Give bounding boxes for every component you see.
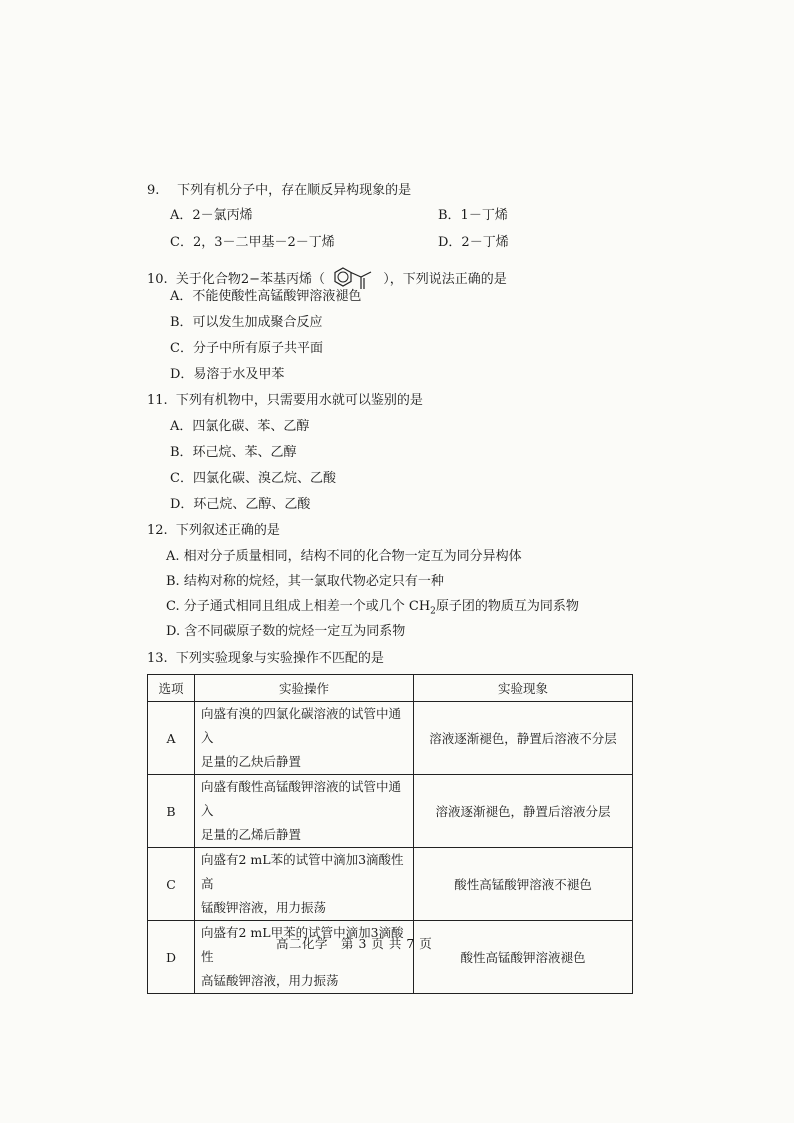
q10-option-b: B．可以发生加成聚合反应	[170, 315, 323, 330]
q12-option-a: A. 相对分子质量相同，结构不同的化合物一定互为同分异构体	[166, 549, 522, 564]
row-label: A	[148, 702, 195, 775]
row-phenomenon: 溶液逐渐褪色，静置后溶液分层	[414, 775, 633, 848]
operation-line-2: 足量的乙烯后静置	[201, 827, 302, 842]
header-option: 选项	[148, 675, 195, 702]
row-label: B	[148, 775, 195, 848]
row-operation	[195, 848, 414, 921]
q12-option-c	[166, 599, 579, 615]
question-text-after: ），下列说法正确的是	[383, 272, 507, 287]
page-footer: 高二化学 第 3 页 共 7 页	[276, 936, 433, 951]
table-row	[148, 702, 633, 775]
question-9-stem	[147, 183, 411, 199]
question-text: 下列实验现象与实验操作不匹配的是	[175, 651, 384, 666]
q11-option-c: C．四氯化碳、溴乙烷、乙酸	[170, 471, 336, 486]
q11-option-a: A．四氯化碳、苯、乙醇	[170, 419, 310, 434]
q9-option-a: A．2－氯丙烯	[170, 208, 253, 223]
question-text: 下列有机分子中，存在顺反异构现象的是	[177, 183, 412, 198]
row-phenomenon: 酸性高锰酸钾溶液不褪色	[414, 848, 633, 921]
operation-line-1: 向盛有溴的四氯化碳溶液的试管中通入	[201, 706, 402, 745]
operation-line-1: 向盛有酸性高锰酸钾溶液的试管中通入	[201, 779, 402, 818]
q12-option-d: D. 含不同碳原子数的烷烃一定互为同系物	[166, 624, 406, 639]
question-number: 13.	[147, 651, 168, 666]
q11-option-b: B．环己烷、苯、乙醇	[170, 445, 297, 460]
question-number: 10.	[147, 272, 168, 287]
question-number: 12.	[147, 523, 168, 538]
question-13-stem	[147, 651, 384, 667]
q9-option-c: C．2，3－二甲基－2－丁烯	[170, 235, 335, 250]
table-header-row	[148, 675, 633, 702]
row-label: C	[148, 848, 195, 921]
q9-option-d: D．2－丁烯	[438, 235, 509, 250]
q9-option-b: B．1－丁烯	[438, 208, 508, 223]
row-operation	[195, 702, 414, 775]
header-operation: 实验操作	[195, 675, 414, 702]
question-number: 9.	[147, 183, 160, 198]
table-row	[148, 775, 633, 848]
table-row	[148, 921, 633, 994]
q10-option-d: D．易溶于水及甲苯	[170, 367, 285, 382]
question-11-stem	[147, 393, 423, 409]
subscript: 2	[430, 606, 436, 617]
q10-option-c: C．分子中所有原子共平面	[170, 341, 323, 356]
row-operation	[195, 921, 414, 994]
header-phenomenon: 实验现象	[414, 675, 633, 702]
operation-line-2: 高锰酸钾溶液，用力振荡	[201, 973, 339, 988]
q12-option-b: B. 结构对称的烷烃，其一氯取代物必定只有一种	[166, 574, 444, 589]
question-text-before: 关于化合物2−苯基丙烯（	[175, 272, 325, 287]
q11-option-d: D．环己烷、乙醇、乙酸	[170, 497, 311, 512]
row-phenomenon: 溶液逐渐褪色，静置后溶液不分层	[414, 702, 633, 775]
q12-option-c-text-rest: 原子团的物质互为同系物	[435, 599, 579, 614]
question-text: 下列叙述正确的是	[175, 523, 280, 538]
operation-line-2: 足量的乙炔后静置	[201, 754, 302, 769]
question-number: 11.	[147, 393, 168, 408]
q12-option-c-text: C. 分子通式相同且组成上相差一个或几个 CH	[166, 599, 431, 614]
operation-line-1: 向盛有2 mL苯的试管中滴加3滴酸性高	[201, 852, 404, 891]
row-label: D	[148, 921, 195, 994]
operation-line-1: 向盛有2 mL甲苯的试管中滴加3滴酸性	[201, 925, 404, 964]
q10-option-a: A．不能使酸性高锰酸钾溶液褪色	[170, 289, 362, 304]
row-operation	[195, 775, 414, 848]
table-row	[148, 848, 633, 921]
question-12-stem	[147, 523, 280, 539]
operation-line-2: 锰酸钾溶液，用力振荡	[201, 900, 327, 915]
question-text: 下列有机物中，只需要用水就可以鉴别的是	[175, 393, 423, 408]
row-phenomenon: 酸性高锰酸钾溶液褪色	[414, 921, 633, 994]
